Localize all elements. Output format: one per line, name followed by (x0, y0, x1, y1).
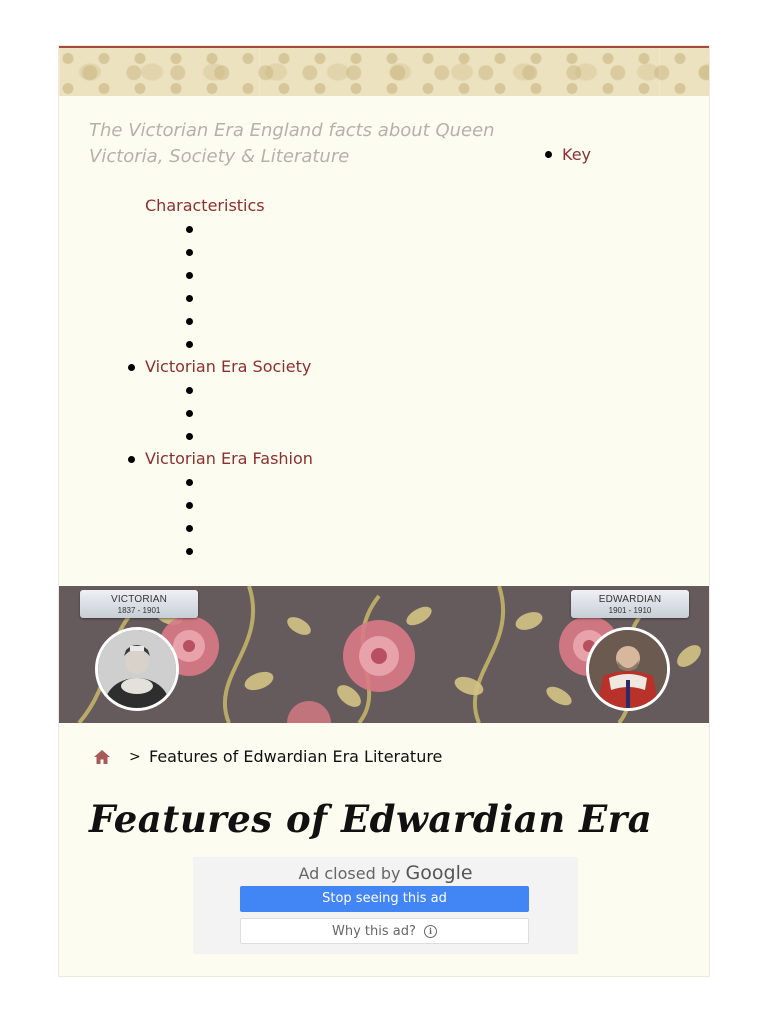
submenu-item[interactable] (186, 479, 193, 486)
menu-item-society[interactable]: Victorian Era Society (145, 357, 312, 376)
menu-bullet (545, 151, 552, 158)
era-name: VICTORIAN (110, 594, 168, 605)
breadcrumb-current: Features of Edwardian Era Literature (149, 747, 443, 766)
edward-portrait-image (589, 630, 667, 708)
info-icon: i (424, 925, 437, 938)
menu-bullet (128, 364, 135, 371)
header-damask-strip (59, 48, 709, 96)
google-logo-text: Google (405, 862, 473, 884)
era-dates: 1901 - 1910 (608, 606, 652, 615)
submenu-item[interactable] (186, 272, 193, 279)
menu-item-fashion[interactable]: Victorian Era Fashion (145, 449, 313, 468)
ad-closed-message (193, 863, 578, 884)
era-name: EDWARDIAN (598, 594, 662, 605)
portrait-king-edward[interactable] (586, 627, 670, 711)
home-icon[interactable] (93, 749, 111, 765)
menu-item-key[interactable]: Key (562, 145, 592, 164)
submenu-item[interactable] (186, 249, 193, 256)
portrait-queen-victoria[interactable] (95, 627, 179, 711)
site-logo-text[interactable]: The Victorian Era England facts about Queen Victoria, Society & Literature (89, 120, 495, 167)
submenu-item[interactable] (186, 318, 193, 325)
era-label-victorian[interactable] (80, 590, 198, 618)
why-this-ad-label: Why this ad? (331, 924, 416, 939)
victoria-portrait-image (98, 630, 176, 708)
page-container (58, 45, 710, 977)
why-this-ad-button[interactable] (240, 918, 529, 944)
submenu-item[interactable] (186, 410, 193, 417)
submenu-item[interactable] (186, 295, 193, 302)
era-banner (59, 586, 709, 723)
submenu-item[interactable] (186, 548, 193, 555)
submenu-item[interactable] (186, 387, 193, 394)
submenu-item[interactable] (186, 226, 193, 233)
page-title: Features of Edwardian Era (89, 797, 653, 841)
submenu-item[interactable] (186, 502, 193, 509)
submenu-item[interactable] (186, 341, 193, 348)
ad-closed-panel (193, 857, 578, 954)
submenu-item[interactable] (186, 525, 193, 532)
menu-bullet (128, 456, 135, 463)
submenu-item[interactable] (186, 433, 193, 440)
menu-item-characteristics[interactable]: Characteristics (145, 196, 265, 215)
stop-seeing-ad-button[interactable]: Stop seeing this ad (240, 886, 529, 912)
era-dates: 1837 - 1901 (117, 606, 161, 615)
era-label-edwardian[interactable] (571, 590, 689, 618)
breadcrumb-separator: > (129, 749, 141, 765)
ad-closed-prefix: Ad closed by (298, 864, 401, 883)
